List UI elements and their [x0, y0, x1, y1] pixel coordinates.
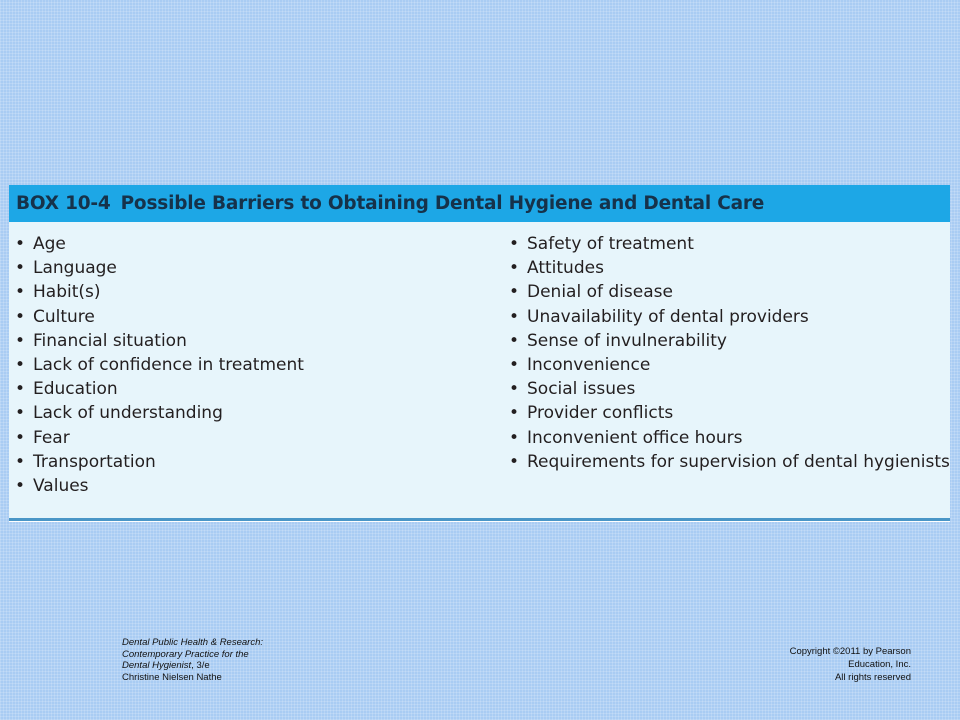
bullet-mark: •: [15, 282, 26, 303]
barrier-item: [509, 353, 950, 377]
bullet-mark: •: [509, 403, 520, 424]
barriers-box: [9, 185, 950, 521]
copyright-line: All rights reserved: [834, 672, 911, 683]
barrier-item: [509, 450, 950, 474]
bullet-mark: •: [15, 427, 26, 448]
bullet-mark: •: [509, 427, 520, 448]
bullet-mark: •: [15, 475, 26, 496]
barrier-label: Values: [33, 475, 89, 496]
barrier-label: Lack of confidence in treatment: [33, 354, 304, 375]
barrier-label: Inconvenient office hours: [527, 427, 743, 448]
barrier-label: Fear: [33, 427, 70, 448]
bullet-mark: •: [15, 451, 26, 472]
barrier-item: [509, 232, 950, 256]
copyright-line: Education, Inc.: [848, 659, 911, 670]
barrier-item: [509, 329, 950, 353]
barrier-label: Safety of treatment: [527, 234, 694, 254]
barrier-item: [15, 450, 304, 474]
barrier-label: Attitudes: [527, 258, 604, 279]
bullet-mark: •: [509, 234, 520, 254]
barrier-label: Education: [33, 379, 118, 400]
book-author: Christine Nielsen Nathe: [122, 671, 222, 683]
barrier-label: Inconvenience: [527, 354, 651, 375]
barrier-item: [15, 401, 304, 425]
book-edition: , 3/e: [191, 660, 210, 671]
book-title: Dental Public Health & Research: Contemporary Practice for the Dental Hygienist: [122, 637, 263, 671]
bullet-mark: •: [509, 282, 520, 303]
left-barrier-list: [15, 232, 304, 498]
box-header: [9, 185, 950, 222]
barrier-label: Language: [33, 258, 117, 279]
right-barrier-list: [509, 232, 950, 474]
barrier-label: Requirements for supervision of dental hygienists: [527, 451, 950, 472]
box-title: Possible Barriers to Obtaining Dental Hygiene and Dental Care: [120, 193, 765, 214]
barrier-item: [15, 353, 304, 377]
barrier-item: [509, 305, 950, 329]
barrier-label: Denial of disease: [527, 282, 673, 303]
bullet-mark: •: [509, 379, 520, 400]
bullet-mark: •: [15, 379, 26, 400]
barrier-item: [15, 280, 304, 304]
barrier-label: Habit(s): [33, 282, 101, 303]
barrier-item: [509, 280, 950, 304]
barrier-item: [509, 401, 950, 425]
barrier-item: [15, 232, 304, 256]
bullet-mark: •: [15, 403, 26, 424]
barrier-label: Social issues: [527, 379, 636, 400]
bullet-mark: •: [15, 258, 26, 279]
bullet-mark: •: [509, 330, 520, 351]
barrier-item: [15, 329, 304, 353]
barrier-label: Culture: [33, 306, 95, 327]
bullet-mark: •: [509, 354, 520, 375]
bullet-mark: •: [15, 306, 26, 327]
bullet-mark: •: [15, 234, 26, 254]
book-citation: [122, 637, 272, 683]
bullet-mark: •: [509, 258, 520, 279]
barrier-label: Unavailability of dental providers: [527, 306, 809, 327]
barrier-item: [509, 256, 950, 280]
bullet-mark: •: [509, 306, 520, 327]
barrier-label: Lack of understanding: [33, 403, 223, 424]
barrier-item: [15, 305, 304, 329]
bullet-mark: •: [15, 330, 26, 351]
barrier-label: Age: [33, 234, 66, 254]
barrier-item: [509, 426, 950, 450]
barrier-item: [15, 474, 304, 498]
barrier-label: Sense of invulnerability: [527, 330, 727, 351]
barrier-item: [509, 377, 950, 401]
box-label: BOX 10-4: [16, 193, 111, 214]
barrier-item: [15, 377, 304, 401]
barrier-label: Financial situation: [33, 330, 187, 351]
bullet-mark: •: [509, 451, 520, 472]
copyright-line: Copyright ©2011 by Pearson: [789, 646, 911, 657]
bullet-mark: •: [15, 354, 26, 375]
barrier-item: [15, 426, 304, 450]
barrier-item: [15, 256, 304, 280]
copyright-notice: [741, 645, 911, 684]
barrier-label: Transportation: [33, 451, 156, 472]
barrier-label: Provider conflicts: [527, 403, 674, 424]
